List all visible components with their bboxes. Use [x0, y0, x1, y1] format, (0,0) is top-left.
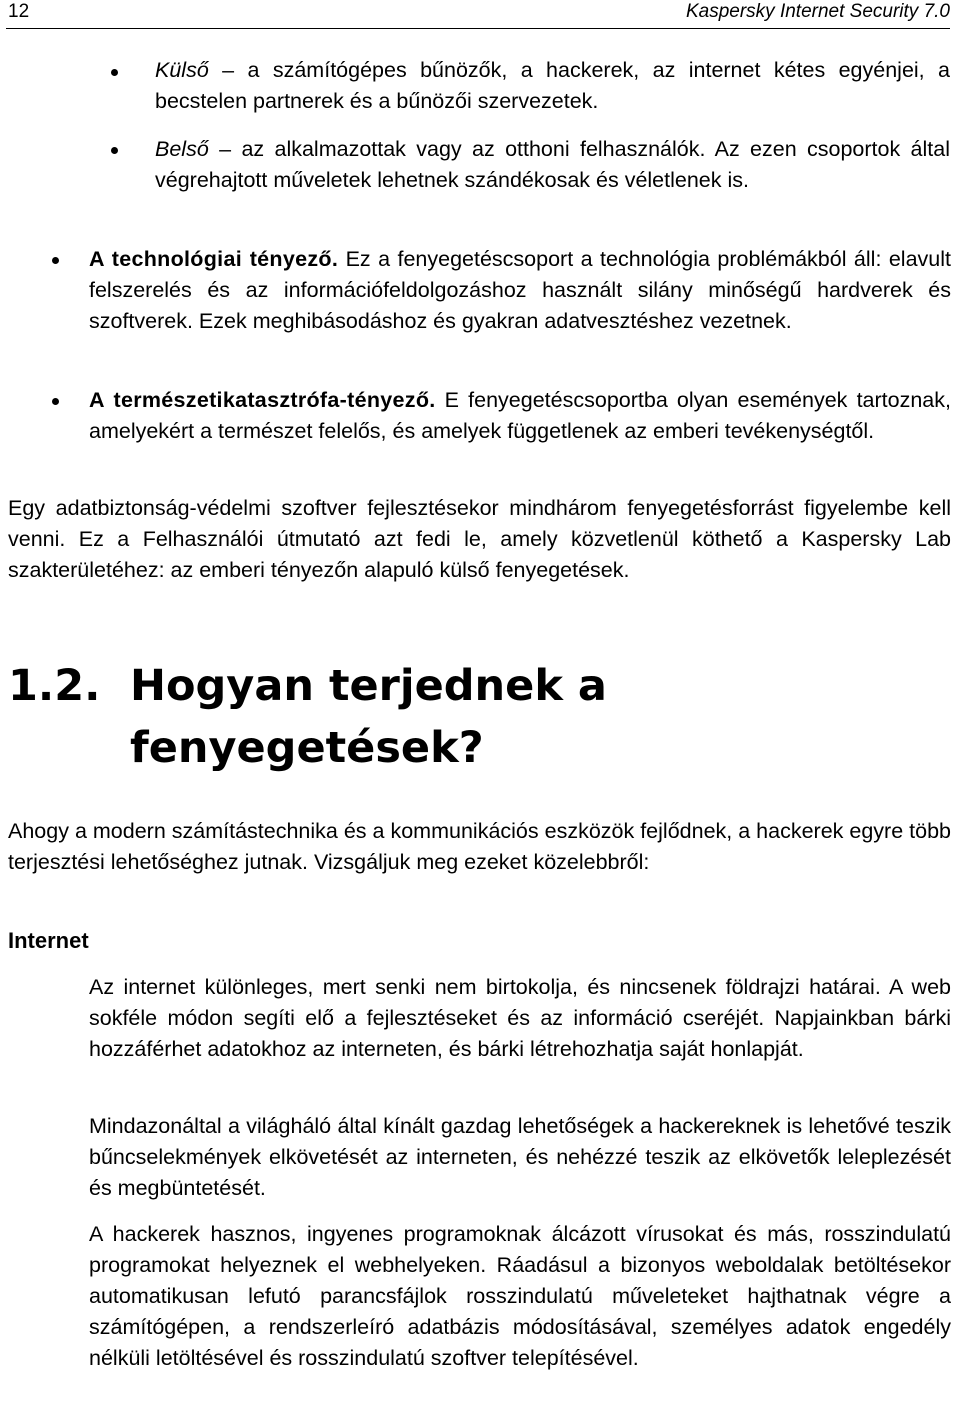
section-number: 1.2. — [8, 661, 101, 711]
paragraph-text: Ahogy a modern számítástechnika és a kommunikációs eszközök fejlődnek, a hackerek egyre több terjesztési lehetőséghez jutnak. Vizsgáljuk meg ezeket közelebbről: — [8, 819, 951, 874]
internet-paragraph-1 — [89, 972, 951, 1065]
bullet-icon — [52, 398, 59, 405]
bullet-text: az alkalmazottak vagy az otthoni felhasználók. Az ezen csoportok által végrehajtott műveletek lehetnek szándékosak és véletlenek is. — [155, 137, 950, 192]
paragraph-text: Egy adatbiztonság-védelmi szoftver fejlesztésekor mindhárom fenyegetésforrást figyelembe kell venni. Ez a Felhasználói útmutató azt fedi le, amely közvetlenül köthető a Kaspersky Lab szakterületéhez: az emberi tényezőn alapuló külső fenyegetések. — [8, 496, 951, 582]
bullet-term: Belső — [155, 137, 209, 161]
bullet-text: Ez a fenyegetéscsoport a technológia problémákból áll: elavult felszerelés és az információfeldolgozáshoz használt silány minőségű hardverek és szoftverek. Ezek meghibásodáshoz és gyakran adatvesztéshez vezetnek. — [89, 247, 951, 333]
bullet-text: a számítógépes bűnözők, a hackerek, az internet kétes egyénjei, a becstelen partnerek és a bűnözői szervezetek. — [155, 58, 950, 113]
bullet-text: E fenyegetéscsoportba olyan események tartoznak, amelyekért a természet felelős, és amelyek függetlenek az emberi tevékenységtől. — [89, 388, 951, 443]
bullet-dash: – — [208, 137, 242, 161]
bullet-technological-factor — [89, 244, 951, 337]
section-heading — [8, 655, 908, 779]
bullet-term: Külső — [155, 58, 209, 82]
internet-paragraph-2 — [89, 1111, 951, 1204]
summary-paragraph — [8, 493, 951, 586]
page-header — [6, 0, 950, 29]
bullet-term: A technológiai tényező. — [89, 247, 339, 271]
bullet-term: A természetikatasztrófa-tényező. — [89, 388, 436, 412]
sub-bullet-belso — [155, 134, 950, 196]
page-number: 12 — [8, 1, 30, 22]
bullet-icon — [111, 147, 118, 154]
paragraph-text: Mindazonáltal a világháló által kínált gazdag lehetőségek a hackereknek is lehetővé teszik bűncselekmények elkövetését az interneten, és nehézzé teszik az elkövetők leleplezését és megbüntetését. — [89, 1114, 951, 1200]
sub-bullet-kulso — [155, 55, 950, 117]
bullet-dash: – — [208, 58, 248, 82]
section-title-line1: Hogyan terjednek a — [130, 661, 607, 711]
intro-paragraph — [8, 816, 951, 878]
bullet-icon — [52, 257, 59, 264]
section-title-line2: fenyegetések? — [130, 723, 484, 773]
subsection-title: Internet — [8, 928, 89, 953]
paragraph-text: Az internet különleges, mert senki nem birtokolja, és nincsenek földrajzi határai. A web sokféle módon segíti elő a fejlesztéseket és az információ cseréjét. Napjainkban bárki hozzáférhet adatokhoz az interneten, és bárki létrehozhatja saját honlapját. — [89, 975, 951, 1061]
internet-paragraph-3 — [89, 1219, 951, 1374]
bullet-natural-disaster-factor — [89, 385, 951, 447]
paragraph-text: A hackerek hasznos, ingyenes programoknak álcázott vírusokat és más, rosszindulatú programokat helyeznek el webhelyeken. Ráadásul a bizonyos weboldalak betöltésekor automatikusan lefutó parancsfájlok rosszindulatú műveleteket hajthatnak végre a számítógépen, a rendszerleíró adatbázis módosításával, személyes adatok engedély nélküli letöltésével és rosszindulatú szoftver telepítésével. — [89, 1222, 951, 1370]
bullet-icon — [111, 69, 118, 76]
running-title: Kaspersky Internet Security 7.0 — [685, 1, 950, 22]
